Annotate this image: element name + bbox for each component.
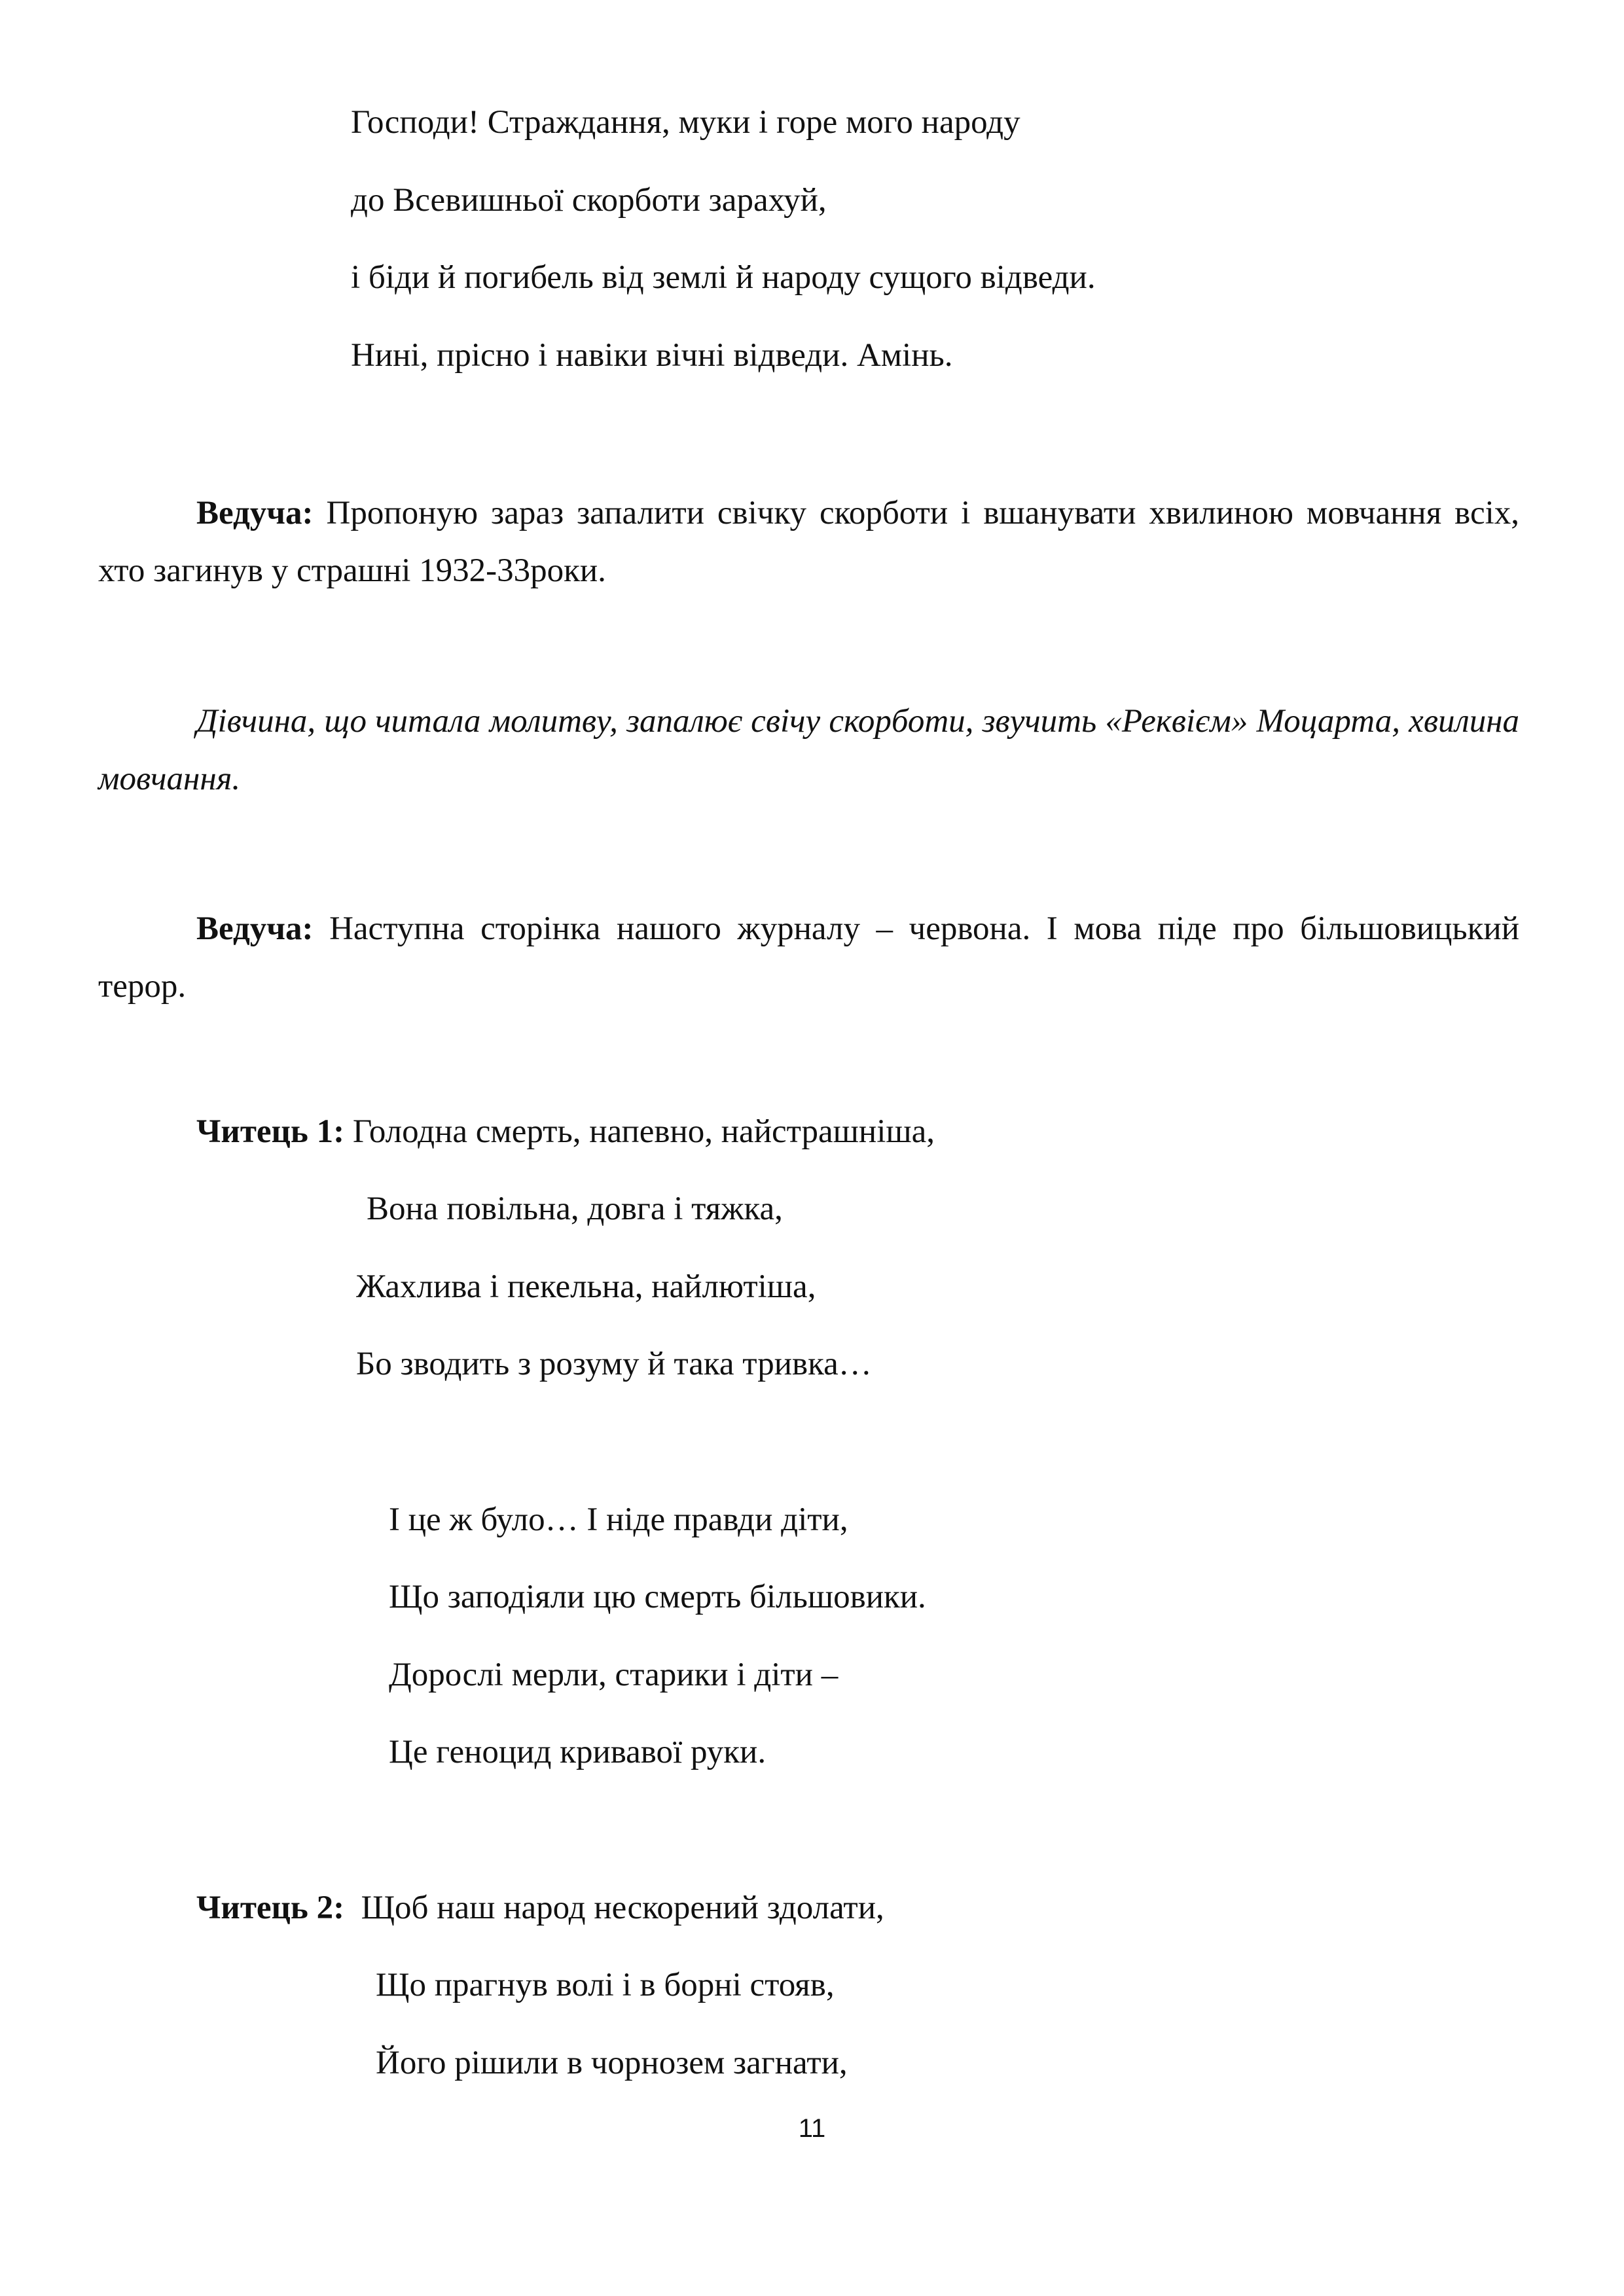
poem-line: Що прагнув волі і в борні стояв, [376, 1967, 835, 2003]
stage-direction-text: Дівчина, що читала молитву, запалює свічу скорботи, звучить «Реквієм» Моцарта, хвилина мовчання. [98, 703, 1519, 797]
speaker-label: Читець 2: [196, 1890, 345, 1926]
poem-line: Дорослі мерли, старики і діти – [389, 1657, 839, 1693]
stage-direction [98, 692, 1519, 808]
poem-line: Що заподіяли цю смерть більшовики. [389, 1579, 926, 1615]
host-paragraph [98, 484, 1519, 600]
reader-line [196, 1112, 935, 1151]
poem-line: Жахлива і пекельна, найлютіша, [356, 1268, 816, 1305]
speaker-label: Ведуча: [196, 495, 314, 531]
prayer-line: до Всевишньої скорботи зарахуй, [351, 182, 827, 219]
poem-line: Щоб наш народ нескорений здолати, [361, 1890, 884, 1926]
speaker-label: Ведуча: [196, 910, 314, 947]
prayer-line: і біди й погибель від землі й народу сущого відведи. [351, 259, 1096, 296]
host-text: Наступна сторінка нашого журналу – червона. І мова піде про більшовицький терор. [98, 910, 1520, 1005]
poem-line: Це геноцид кривавої руки. [389, 1734, 767, 1770]
reader-line [196, 1888, 884, 1928]
poem-line: Голодна смерть, напевно, найстрашніша, [352, 1113, 935, 1150]
prayer-line: Господи! Страждання, муки і горе мого народу [351, 104, 1020, 141]
poem-line: І це ж було… І ніде правди діти, [389, 1501, 848, 1538]
poem-line: Його рішили в чорнозем загнати, [376, 2045, 848, 2081]
page-number: 11 [798, 2114, 826, 2143]
poem-line: Вона повільна, довга і тяжка, [367, 1191, 783, 1227]
poem-line: Бо зводить з розуму й така тривка… [356, 1346, 872, 1382]
prayer-line: Нині, прісно і навіки вічні відведи. Амінь. [351, 337, 953, 374]
speaker-label: Читець 1: [196, 1113, 345, 1150]
host-paragraph [98, 900, 1519, 1015]
host-text: Пропоную зараз запалити свічку скорботи і вшанувати хвилиною мовчання всіх, хто загинув у страшні 1932-33роки. [98, 495, 1519, 589]
